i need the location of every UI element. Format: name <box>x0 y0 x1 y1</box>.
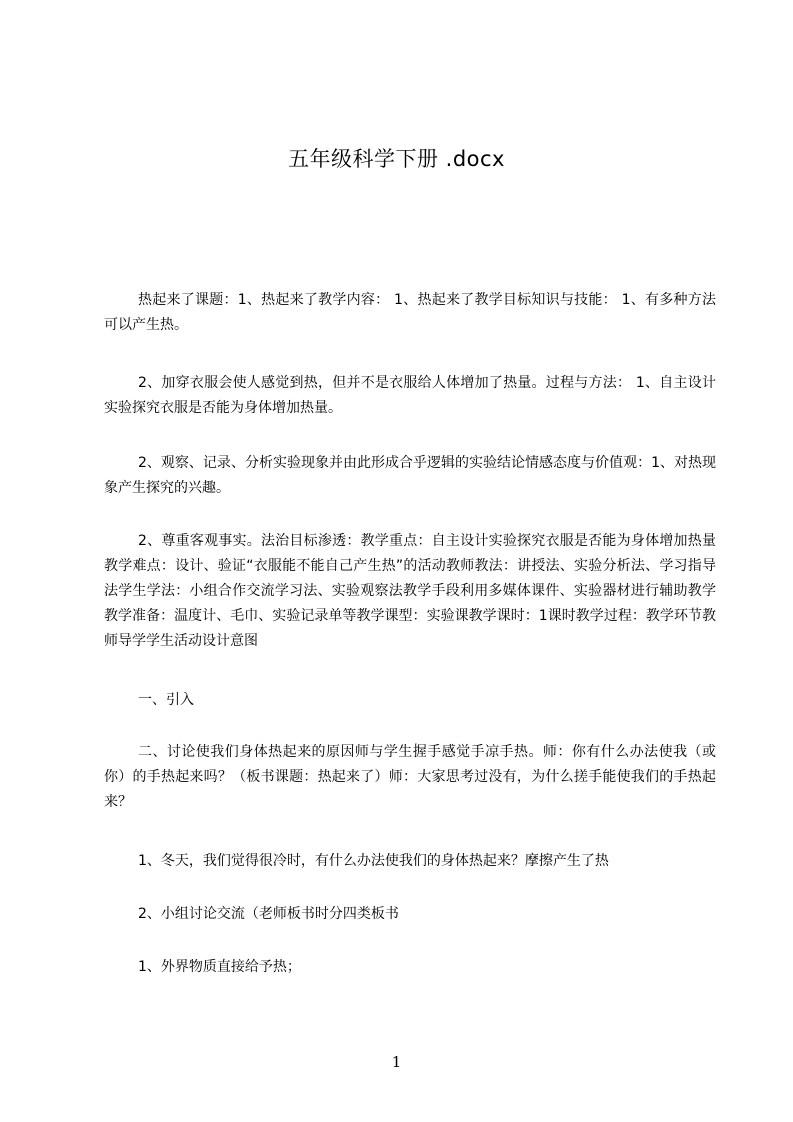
paragraph-3: 2、观察、记录、分析实验现象并由此形成合乎逻辑的实验结论情感态度与价值观：1、对热现象产生探究的兴趣。 <box>104 455 716 496</box>
paragraph-1: 热起来了课题：1、热起来了教学内容： 1、热起来了教学目标知识与技能： 1、有多种方法可以产生热。 <box>104 292 716 333</box>
paragraph-6: 二、讨论使我们身体热起来的原因师与学生握手感觉手凉手热。师：你有什么办法使我（或你）的手热起来吗？（板书课题：热起来了）师：大家思考过没有，为什么搓手能使我们的手热起来？ <box>104 744 716 810</box>
page-number: 1 <box>391 1053 402 1071</box>
paragraph-2: 2、加穿衣服会使人感觉到热，但并不是衣服给人体增加了热量。过程与方法： 1、自主设计实验探究衣服是否能为身体增加热量。 <box>104 375 716 416</box>
paragraph-5: 一、引入 <box>138 692 194 708</box>
document-title: 五年级科学下册 .docx <box>287 147 505 171</box>
paragraph-7: 1、冬天，我们觉得很冷时，有什么办法使我们的身体热起来？摩擦产生了热 <box>138 853 609 869</box>
paragraph-4: 2、尊重客观事实。法治目标渗透：教学重点：自主设计实验探究衣服是否能为身体增加热量教学难点：设计、验证“衣服能不能自己产生热”的活动教师教法：讲授法、实验分析法、学习指导法学生学法：小组合作交流学习法、实验观察法教学手段利用多媒体课件、实验器材进行辅助教学教学准备：温度计、毛巾、实验记录单等教学课型：实验课教学课时：1课时教学过程：教学环节教师导学学生活动设计意图 <box>104 533 716 649</box>
paragraph-9: 1、外界物质直接给予热； <box>138 959 301 975</box>
paragraph-8: 2、小组讨论交流（老师板书时分四类板书 <box>138 906 399 922</box>
